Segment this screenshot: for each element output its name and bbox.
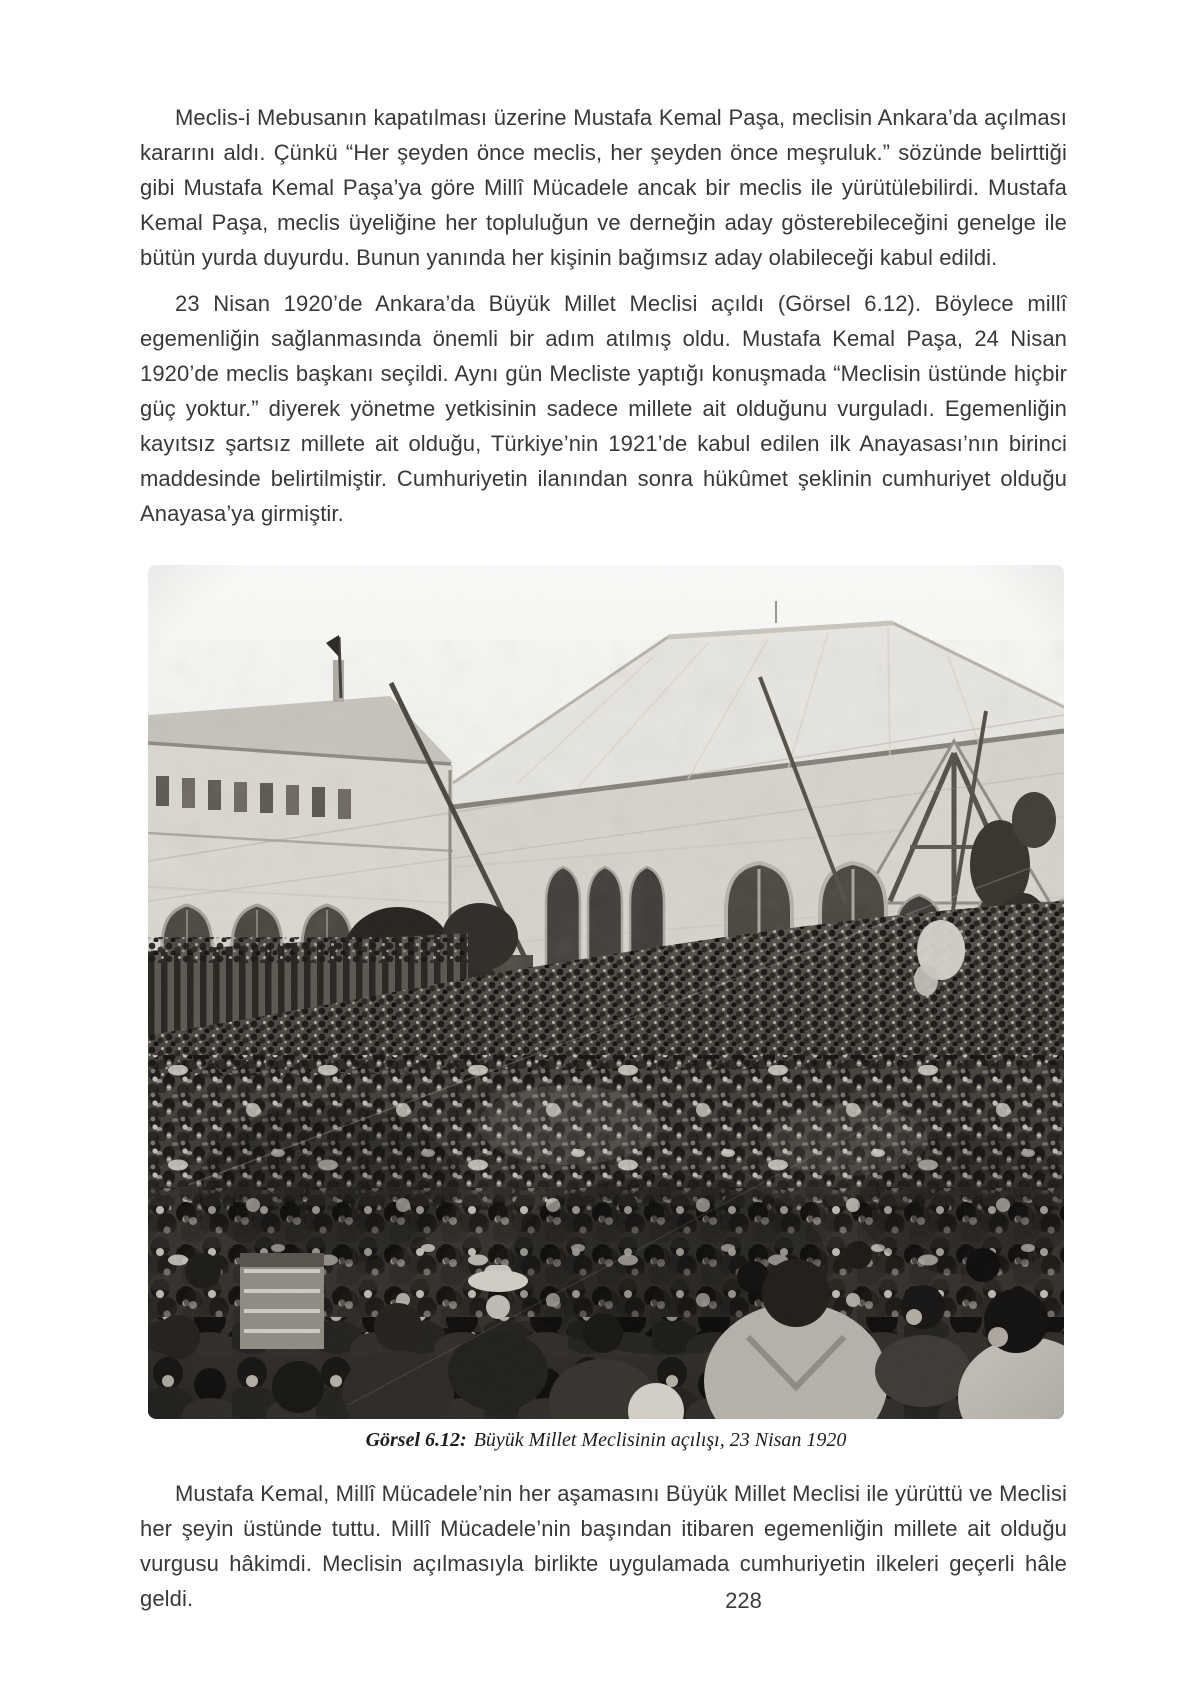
page-number: 228 (725, 1588, 762, 1613)
paragraph-3: Mustafa Kemal, Millî Mücadele’nin her aşamasını Büyük Millet Meclisi ile yürüttü ve Meclisi her şeyin üstünde tuttu. Millî Mücadele’nin başından itibaren egemenliğin millete ait olduğu vurgusu hâkimdi. Meclisin açılmasıyla birlikte uygulamada cumhuriyetin ilkeleri geçerli hâle geldi. (140, 1481, 1067, 1611)
paragraph-2: 23 Nisan 1920’de Ankara’da Büyük Millet Meclisi açıldı (Görsel 6.12). Böylece millî egemenliğin sağlanmasında önemli bir adım atılmış oldu. Mustafa Kemal Paşa, 24 Nisan 1920’de meclis başkanı seçildi. Aynı gün Mecliste yaptığı konuşmada “Meclisin üstünde hiçbir güç yoktur.” diyerek yönetme yetkisinin sadece millete ait olduğunu vurguladı. Egemenliğin kayıtsız şartsız millete ait olduğu, Türkiye’nin 1921’de kabul edilen ilk Anayasası’nın birinci maddesinde belirtilmiştir. Cumhuriyetin ilanından sonra hükûmet şeklinin cumhuriyet olduğu Anayasa’ya girmiştir. (140, 291, 1067, 526)
photo-meclis-opening (148, 565, 1064, 1419)
photo-illustration (148, 565, 1064, 1419)
paragraph-1: Meclis-i Mebusanın kapatılması üzerine Mustafa Kemal Paşa, meclisin Ankara’da açılması kararını aldı. Çünkü “Her şeyden önce meclis, her şeyden önce meşruluk.” sözünde belirttiği gibi Mustafa Kemal Paşa’ya göre Millî Mücadele ancak bir meclis ile yürütülebilirdi. Mustafa Kemal Paşa, meclis üyeliğine her topluluğun ve derneğin aday gösterebileceğini genelge ile bütün yurda duyurdu. Bunun yanında her kişinin bağımsız aday olabileceği kabul edildi. (140, 105, 1067, 270)
figure-meclis (140, 565, 1067, 1452)
figure-caption-text: Büyük Millet Meclisinin açılışı, 23 Nisan 1920 (473, 1429, 847, 1451)
page-content (140, 100, 1067, 1627)
figure-caption-label: Görsel 6.12: (365, 1429, 467, 1451)
body-text (140, 100, 1067, 531)
figure-caption (148, 1429, 1064, 1452)
